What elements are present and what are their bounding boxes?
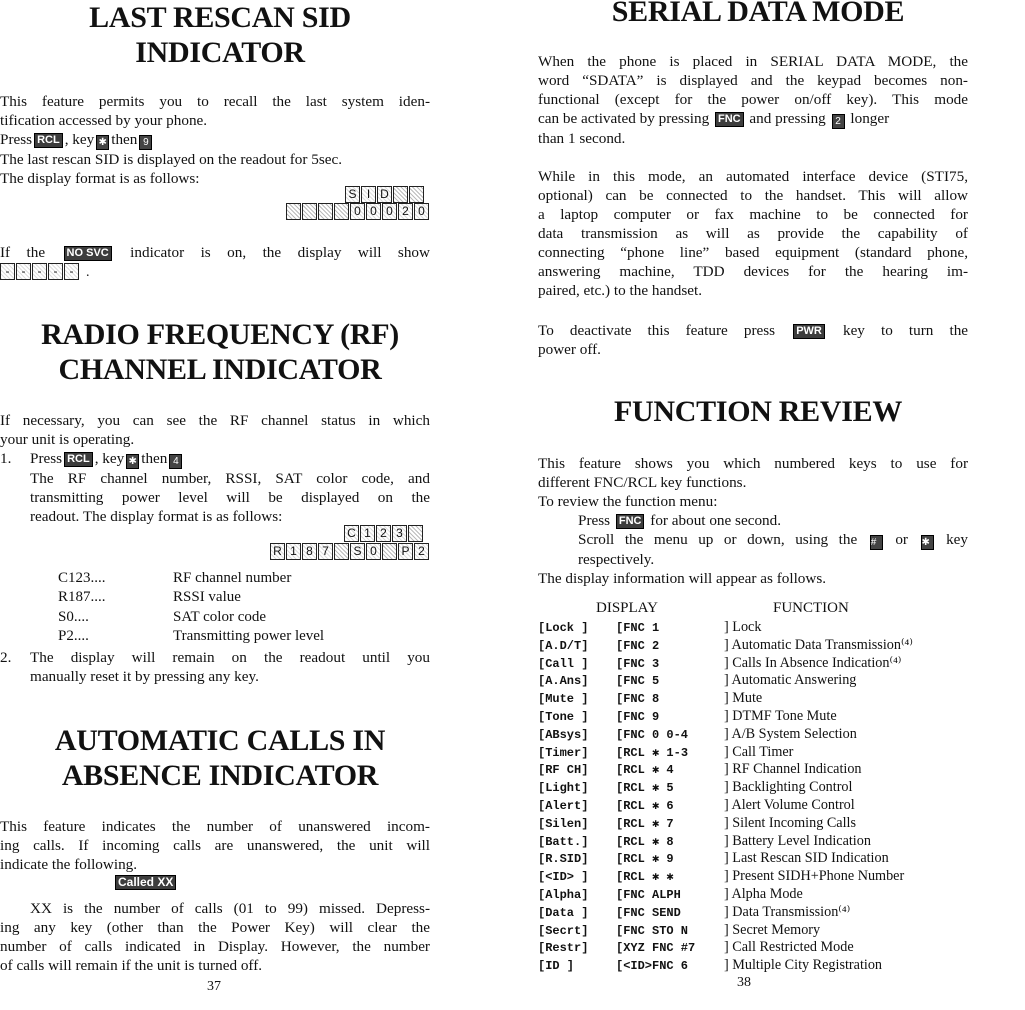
lcd-cell <box>334 543 349 560</box>
text-line: transmitting power level will be displayed on the <box>30 489 430 506</box>
four-key-icon: 4 <box>169 454 182 469</box>
text-line: than 1 second. <box>538 130 626 147</box>
definition-desc: RSSI value <box>173 589 241 606</box>
heading-last-rescan-sid <box>0 0 440 70</box>
lcd-display-sid-value <box>286 203 429 220</box>
text-line <box>538 109 968 129</box>
function-cell: ] Calls In Absence Indication⁽⁴⁾ <box>724 654 902 671</box>
lcd-cell <box>393 186 408 203</box>
display-cell: [Mute ] <box>538 692 589 707</box>
display-cell: [Secrt] <box>538 923 589 938</box>
star-key-icon: ✱ <box>126 454 139 469</box>
text-line <box>538 530 968 550</box>
definition-abbr: P2.... <box>58 627 89 644</box>
text-line <box>0 243 430 262</box>
text-line: indicate the following. <box>0 856 138 873</box>
heading-line: CHANNEL INDICATOR <box>58 353 382 386</box>
text: key to turn the <box>842 322 969 339</box>
period: . <box>86 265 90 280</box>
text-line: functional (except for the power on/off key). This mode <box>538 91 968 108</box>
table-row <box>538 779 852 798</box>
lcd-cell: R <box>270 543 285 560</box>
text-line: The display format is as follows: <box>0 170 200 187</box>
paragraph <box>538 52 968 148</box>
display-cell: [Data ] <box>538 905 589 920</box>
lcd-cell: S <box>345 186 360 203</box>
lcd-cell: 0 <box>382 203 397 220</box>
heading-rf-channel <box>0 317 440 387</box>
text-line: The RF channel number, RSSI, SAT color code, and <box>30 470 430 487</box>
heading-calls-in-absence <box>0 723 440 793</box>
lcd-cell: - <box>48 263 63 280</box>
text: , key <box>64 131 95 148</box>
text-line: paired, etc.) to the handset. <box>538 282 703 299</box>
text: then <box>141 450 168 467</box>
display-cell: [Alert] <box>538 799 589 813</box>
text-line: of calls will remain if the unit is turned off. <box>0 957 263 974</box>
heading-function-review: FUNCTION REVIEW <box>613 395 903 428</box>
paragraph <box>0 899 430 975</box>
text-line: word “SDATA” is displayed and the keypad becomes non- <box>538 72 968 89</box>
table-row <box>538 833 871 852</box>
definition-desc: Transmitting power level <box>173 627 325 644</box>
function-cell: ] Silent Incoming Calls <box>724 814 857 831</box>
text: , key <box>94 450 125 467</box>
list-number: 1. <box>0 450 12 467</box>
table-row <box>538 886 803 905</box>
key-sequence-cell: [RCL ✱ 5 <box>616 781 674 796</box>
lcd-cell: 8 <box>302 543 317 560</box>
text-line: While in this mode, an automated interface device (STI75, <box>538 168 968 185</box>
lcd-cell: 2 <box>376 525 391 542</box>
heading-line: LAST RESCAN SID <box>89 1 351 34</box>
lcd-cell: D <box>377 186 392 203</box>
paragraph <box>0 411 430 526</box>
table-row <box>538 868 904 887</box>
text-line: This feature indicates the number of unanswered incom- <box>0 818 430 835</box>
lcd-cell: - <box>32 263 47 280</box>
table-row <box>538 957 882 976</box>
table-row <box>538 672 856 691</box>
right-page <box>538 0 978 1010</box>
function-cell: ] Multiple City Registration <box>724 957 883 974</box>
lcd-cell: C <box>344 525 359 542</box>
lcd-cell <box>302 203 317 220</box>
lcd-cell: 1 <box>286 543 301 560</box>
function-cell: ] Automatic Data Transmission⁽⁴⁾ <box>724 636 913 653</box>
key-sequence-cell: [FNC SEND <box>616 905 681 920</box>
lcd-cell: - <box>16 263 31 280</box>
definition-abbr: S0.... <box>58 608 89 625</box>
function-cell: ] Alpha Mode <box>724 886 803 902</box>
text-line: XX is the number of calls (01 to 99) missed. Depress- <box>30 900 430 917</box>
lcd-cell: 7 <box>318 543 333 560</box>
rcl-key-icon: RCL <box>34 133 63 148</box>
display-cell: [Batt.] <box>538 834 589 849</box>
display-cell: [Silen] <box>538 816 589 831</box>
lcd-display-rssi <box>270 543 429 560</box>
lcd-display-channel <box>344 525 423 542</box>
key-sequence-cell: [FNC STO N <box>616 923 689 938</box>
display-cell: [ID ] <box>538 959 575 974</box>
display-cell: [Light] <box>538 781 589 796</box>
lcd-display-sid <box>345 186 424 203</box>
key-sequence-cell: [RCL ✱ 8 <box>616 834 674 849</box>
text: longer <box>850 110 890 127</box>
paragraph <box>0 243 430 262</box>
table-row <box>538 797 855 816</box>
display-cell: [RF CH] <box>538 763 589 778</box>
text-line: readout. The display format is as follows: <box>30 508 283 525</box>
lcd-cell: 1 <box>360 525 375 542</box>
text-line: The last rescan SID is displayed on the readout for 5sec. <box>0 151 343 168</box>
display-cell: [A.D/T] <box>538 638 589 653</box>
text-line: This feature permits you to recall the last system iden- <box>0 93 430 110</box>
key-sequence-cell: [FNC 3 <box>616 656 660 671</box>
heading-line: RADIO FREQUENCY (RF) <box>41 318 399 351</box>
nine-key-icon: 9 <box>139 135 152 150</box>
display-cell: [ABsys] <box>538 727 589 742</box>
lcd-cell <box>409 186 424 203</box>
heading-line: ABSENCE INDICATOR <box>61 759 379 792</box>
function-cell: ] DTMF Tone Mute <box>724 708 837 724</box>
function-cell: ] Mute <box>724 690 763 707</box>
text-line <box>0 648 430 667</box>
page-number: 37 <box>207 979 221 994</box>
text-line: a laptop computer or fax machine to be connected for <box>538 206 968 223</box>
lcd-display-dashes <box>0 263 79 280</box>
lcd-cell: - <box>0 263 15 280</box>
lcd-cell: 0 <box>414 203 429 220</box>
text-line: When the phone is placed in SERIAL DATA MODE, the <box>538 53 968 70</box>
key-sequence-cell: [RCL ✱ 9 <box>616 852 674 867</box>
definition-abbr: R187.... <box>58 589 106 606</box>
definition-desc: RF channel number <box>173 570 292 586</box>
text-line <box>538 321 968 340</box>
table-row <box>538 922 820 941</box>
hash-key-icon: # <box>870 535 883 550</box>
star-key-icon: ✱ <box>921 535 934 550</box>
paragraph <box>0 648 430 686</box>
text: indicator is on, the display will show <box>130 244 430 261</box>
table-row <box>538 726 857 745</box>
key-sequence-cell: [FNC 2 <box>616 638 660 653</box>
display-cell: [Timer] <box>538 745 589 760</box>
column-header-display: DISPLAY <box>596 600 658 616</box>
display-cell: [Restr] <box>538 941 589 956</box>
display-cell: [Call ] <box>538 656 589 671</box>
function-cell: ] Automatic Answering <box>724 672 857 689</box>
key-sequence-cell: [RCL ✱ 7 <box>616 816 674 831</box>
lcd-cell: 0 <box>350 203 365 220</box>
function-cell: ] Data Transmission⁽⁴⁾ <box>724 903 851 920</box>
heading-line: AUTOMATIC CALLS IN <box>54 724 386 757</box>
lcd-cell: S <box>350 543 365 560</box>
text: for about one second. <box>650 512 782 529</box>
function-cell: ] Alert Volume Control <box>724 797 855 813</box>
lcd-cell: I <box>361 186 376 203</box>
display-cell: [Alpha] <box>538 888 589 902</box>
rcl-key-icon: RCL <box>64 452 93 467</box>
text-line: To review the function menu: <box>538 493 718 510</box>
two-key-icon: 2 <box>832 114 845 129</box>
key-sequence-cell: [FNC 0 0-4 <box>616 727 689 742</box>
lcd-cell <box>382 543 397 560</box>
key-sequence-cell: [FNC 5 <box>616 674 660 689</box>
function-cell: ] Call Timer <box>724 743 794 760</box>
text-line: This feature shows you which numbered keys to use for <box>538 455 968 472</box>
table-row <box>538 744 793 763</box>
table-row <box>538 939 854 958</box>
text: then <box>111 131 138 148</box>
text: Press <box>0 131 33 148</box>
function-cell: ] Call Restricted Mode <box>724 939 854 956</box>
table-row <box>538 708 837 727</box>
key-sequence-cell: [<ID>FNC 6 <box>616 959 689 974</box>
table-row <box>538 815 856 834</box>
text: can be activated by pressing <box>538 110 710 127</box>
display-cell: [<ID> ] <box>538 870 589 885</box>
lcd-cell: - <box>64 263 79 280</box>
lcd-cell <box>408 525 423 542</box>
lcd-cell: 2 <box>414 543 429 560</box>
text-line: If necessary, you can see the RF channel status in which <box>0 412 430 429</box>
text-line: ing any key (other than the Power Key) will clear the <box>0 919 430 936</box>
text-line: ing calls. If incoming calls are unanswered, the unit will <box>0 837 430 854</box>
table-row <box>538 850 889 869</box>
key-sequence-cell: [RCL ✱ 6 <box>616 799 674 813</box>
table-row <box>538 761 862 780</box>
column-header-function: FUNCTION <box>773 600 849 616</box>
heading-line: INDICATOR <box>135 36 305 69</box>
text: and pressing <box>749 110 826 127</box>
key-sequence-cell: [FNC 9 <box>616 710 660 724</box>
text-line: power off. <box>538 341 601 358</box>
function-cell: ] Secret Memory <box>724 921 821 938</box>
lcd-cell <box>334 203 349 220</box>
lcd-cell: 0 <box>366 203 381 220</box>
paragraph <box>0 92 430 188</box>
heading-serial-data-mode: SERIAL DATA MODE <box>611 0 905 28</box>
function-cell: ] Battery Level Indication <box>724 832 871 849</box>
text: key <box>946 531 969 548</box>
paragraph <box>538 167 968 300</box>
text: or <box>895 531 908 548</box>
no-svc-key-icon: NO SVC <box>64 246 112 261</box>
key-sequence-cell: [RCL ✱ ✱ <box>616 870 674 885</box>
text-line <box>0 449 430 469</box>
called-display <box>113 874 178 892</box>
text: Press <box>30 450 63 467</box>
text-line: The display information will appear as follows. <box>538 570 827 587</box>
paragraph <box>538 321 968 359</box>
key-sequence-cell: [FNC 1 <box>616 621 660 635</box>
lcd-cell <box>318 203 333 220</box>
text: Press <box>578 512 611 529</box>
table-row <box>538 904 850 923</box>
text-line: respectively. <box>578 551 655 568</box>
text: Scroll the menu up or down, using the <box>578 531 858 548</box>
text-line: answering machine, TDD devices for the hearing im- <box>538 263 968 280</box>
function-cell: ] A/B System Selection <box>724 725 857 742</box>
left-page <box>0 0 440 1010</box>
lcd-cell: P <box>398 543 413 560</box>
text-line <box>538 511 968 530</box>
function-cell: ] RF Channel Indication <box>724 761 862 778</box>
text-line: data transmission as will as provide the capability of <box>538 225 968 242</box>
fnc-key-icon: FNC <box>616 514 645 529</box>
star-key-icon: ✱ <box>96 135 109 150</box>
text-line <box>0 130 430 150</box>
text: The display will remain on the readout until you <box>30 649 430 666</box>
text-line: manually reset it by pressing any key. <box>30 668 259 685</box>
text: If the <box>0 244 46 261</box>
key-sequence-cell: [RCL ✱ 4 <box>616 763 674 778</box>
pwr-key-icon: PWR <box>793 324 825 339</box>
table-row <box>538 690 762 709</box>
display-cell: [R.SID] <box>538 852 589 867</box>
key-sequence-cell: [RCL ✱ 1-3 <box>616 745 689 760</box>
definition-abbr: C123.... <box>58 570 106 586</box>
table-row <box>538 655 901 674</box>
function-cell: ] Present SIDH+Phone Number <box>724 868 905 885</box>
text-line: your unit is operating. <box>0 431 135 448</box>
table-row <box>538 619 761 638</box>
function-cell: ] Last Rescan SID Indication <box>724 850 889 867</box>
lcd-cell: 0 <box>366 543 381 560</box>
key-sequence-cell: [FNC 8 <box>616 692 660 707</box>
list-number: 2. <box>0 649 12 666</box>
key-sequence-cell: [FNC ALPH <box>616 888 681 902</box>
text-line: optional) can be connected to the handset. This will allow <box>538 187 968 204</box>
display-cell: [Tone ] <box>538 710 589 724</box>
fnc-key-icon: FNC <box>715 112 744 127</box>
called-xx-display-icon: Called XX <box>115 875 176 890</box>
lcd-cell: 3 <box>392 525 407 542</box>
display-cell: [A.Ans] <box>538 674 589 689</box>
paragraph <box>0 817 430 874</box>
function-cell: ] Backlighting Control <box>724 779 853 796</box>
function-cell: ] Lock <box>724 619 762 635</box>
text-line: tification accessed by your phone. <box>0 112 208 129</box>
page-number: 38 <box>737 975 751 990</box>
key-sequence-cell: [XYZ FNC #7 <box>616 941 696 956</box>
paragraph <box>538 454 968 588</box>
text-line: number of calls indicated in Display. However, the number <box>0 938 430 955</box>
lcd-cell: 2 <box>398 203 413 220</box>
definition-desc: SAT color code <box>173 608 267 625</box>
lcd-cell <box>286 203 301 220</box>
text-line: different FNC/RCL key functions. <box>538 474 747 491</box>
table-row <box>538 637 913 656</box>
text: To deactivate this feature press <box>538 322 776 339</box>
display-cell: [Lock ] <box>538 621 589 635</box>
text-line: connecting “phone line” based equipment (standard phone, <box>538 244 968 261</box>
